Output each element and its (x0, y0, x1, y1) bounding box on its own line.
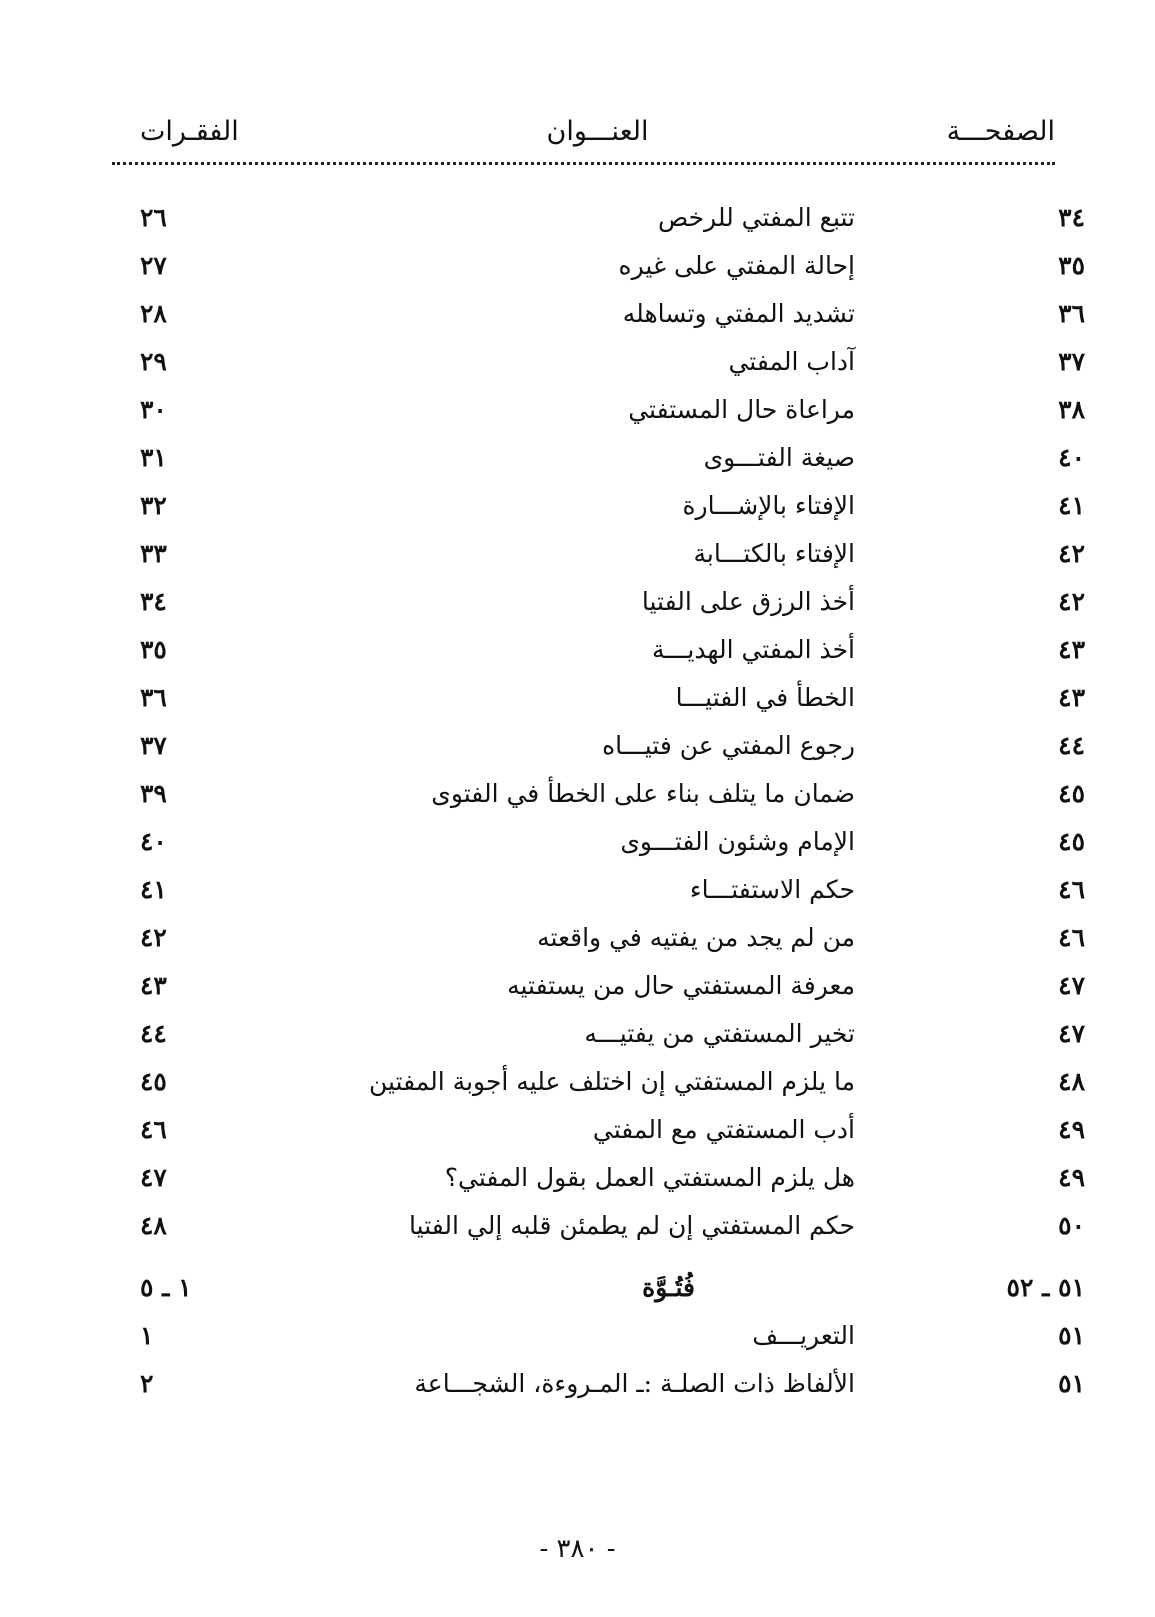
entry-title: هل يلزم المستفتي العمل بقول المفتي؟ (444, 1163, 855, 1192)
index-row (0, 1316, 1155, 1364)
entry-paragraph-number: ٢٨ (140, 299, 167, 328)
entry-paragraph-number: ٢٩ (140, 347, 167, 376)
entry-page-number: ٣٥ (1058, 251, 1085, 280)
entry-title: إحالة المفتي على غيره (618, 251, 855, 280)
entry-paragraph-number: ١ ـ ٥ (140, 1273, 192, 1302)
index-row (0, 582, 1155, 630)
entry-title: الإمام وشئون الفتـــوى (620, 827, 855, 856)
entry-paragraph-number: ٣٩ (140, 779, 167, 808)
entry-page-number: ٣٧ (1058, 347, 1085, 376)
entry-page-number: ٤٥ (1058, 827, 1085, 856)
header-paragraphs-column: الفقـرات (140, 116, 239, 147)
entry-title: حكم الاستفتـــاء (689, 875, 855, 904)
entry-page-number: ٥١ ـ ٥٢ (1006, 1273, 1085, 1302)
entry-paragraph-number: ٤٣ (140, 971, 167, 1000)
entry-title: أخذ المفتي الهديـــة (651, 635, 855, 664)
header-page-column: الصفحـــة (946, 116, 1055, 147)
entry-paragraph-number: ٤٥ (140, 1067, 167, 1096)
entry-paragraph-number: ٣١ (140, 443, 167, 472)
entry-title: تخير المستفتي من يفتيـــه (584, 1019, 855, 1048)
entry-title: آداب المفتي (728, 347, 855, 376)
dotted-divider (112, 162, 1055, 165)
index-row (0, 726, 1155, 774)
header-title-column: العنـــوان (546, 116, 649, 147)
entry-page-number: ٣٨ (1058, 395, 1085, 424)
entry-paragraph-number: ٢٧ (140, 251, 167, 280)
entry-paragraph-number: ٣٦ (140, 683, 167, 712)
entry-paragraph-number: ٤٨ (140, 1211, 167, 1240)
entry-page-number: ٤٧ (1058, 971, 1085, 1000)
entry-paragraph-number: ٣٢ (140, 491, 167, 520)
entry-page-number: ٥١ (1058, 1369, 1085, 1398)
entry-title: من لم يجد من يفتيه في واقعته (537, 923, 855, 952)
index-row (0, 342, 1155, 390)
entry-title: أخذ الرزق على الفتيا (641, 587, 855, 616)
entry-paragraph-number: ٤٢ (140, 923, 167, 952)
entry-title: الإفتاء بالكتـــابة (693, 539, 855, 568)
entry-paragraph-number: ٢٦ (140, 203, 167, 232)
entry-title: الخطأ في الفتيـــا (675, 683, 855, 712)
entry-page-number: ٣٦ (1058, 299, 1085, 328)
entry-title: مراعاة حال المستفتي (628, 395, 855, 424)
entry-page-number: ٤١ (1058, 491, 1085, 520)
index-row (0, 1062, 1155, 1110)
entry-title: أدب المستفتي مع المفتي (592, 1115, 855, 1144)
entry-page-number: ٤٢ (1058, 539, 1085, 568)
entry-paragraph-number: ٣٧ (140, 731, 167, 760)
entry-page-number: ٤٣ (1058, 683, 1085, 712)
entry-title: الإفتاء بالإشـــارة (682, 491, 855, 520)
entry-title: فُتُـوَّة (642, 1273, 695, 1302)
entry-paragraph-number: ٢ (140, 1369, 154, 1398)
index-row (0, 486, 1155, 534)
entry-paragraph-number: ٤١ (140, 875, 167, 904)
entry-title: التعريـــف (752, 1321, 855, 1350)
entry-paragraph-number: ٤٧ (140, 1163, 167, 1192)
entry-title: الألفاظ ذات الصلـة :ـ المـروءة، الشجـــاعة (414, 1369, 855, 1398)
index-row (0, 438, 1155, 486)
entry-page-number: ٣٤ (1058, 203, 1085, 232)
index-row (0, 678, 1155, 726)
entry-paragraph-number: ٣٥ (140, 635, 167, 664)
entry-page-number: ٤٢ (1058, 587, 1085, 616)
index-row (0, 966, 1155, 1014)
entry-title: معرفة المستفتي حال من يستفتيه (507, 971, 855, 1000)
entry-page-number: ٥٠ (1058, 1211, 1085, 1240)
index-row (0, 1014, 1155, 1062)
index-row (0, 1110, 1155, 1158)
entry-page-number: ٤٨ (1058, 1067, 1085, 1096)
entry-title: رجوع المفتي عن فتيـــاه (602, 731, 855, 760)
index-row (0, 246, 1155, 294)
entry-title: حكم المستفتي إن لم يطمئن قلبه إلي الفتيا (409, 1211, 855, 1240)
entry-paragraph-number: ٤٠ (140, 827, 167, 856)
page-number: - ٣٨٠ - (539, 1534, 616, 1564)
entry-page-number: ٤٠ (1058, 443, 1085, 472)
entry-paragraph-number: ٣٣ (140, 539, 167, 568)
entry-paragraph-number: ١ (140, 1321, 154, 1350)
entry-title: صيغة الفتـــوى (703, 443, 855, 472)
index-entries (0, 198, 1155, 1412)
entry-title: تتبع المفتي للرخص (657, 203, 855, 232)
section-heading-row (0, 1268, 1155, 1316)
entry-page-number: ٤٤ (1058, 731, 1085, 760)
index-row (0, 918, 1155, 966)
index-row (0, 198, 1155, 246)
entry-title: ضمان ما يتلف بناء على الخطأ في الفتوى (431, 779, 855, 808)
index-row (0, 870, 1155, 918)
entry-title: ما يلزم المستفتي إن اختلف عليه أجوبة المفتين (368, 1067, 855, 1096)
entry-page-number: ٥١ (1058, 1321, 1085, 1350)
index-row (0, 1206, 1155, 1254)
index-row (0, 1364, 1155, 1412)
entry-page-number: ٤٥ (1058, 779, 1085, 808)
entry-page-number: ٤٦ (1058, 923, 1085, 952)
index-row (0, 630, 1155, 678)
entry-paragraph-number: ٤٦ (140, 1115, 167, 1144)
index-row (0, 1158, 1155, 1206)
entry-paragraph-number: ٤٤ (140, 1019, 167, 1048)
index-row (0, 774, 1155, 822)
entry-page-number: ٤٩ (1058, 1115, 1085, 1144)
index-row (0, 534, 1155, 582)
entry-page-number: ٤٧ (1058, 1019, 1085, 1048)
entry-title: تشديد المفتي وتساهله (622, 299, 855, 328)
index-row (0, 390, 1155, 438)
entry-paragraph-number: ٣٤ (140, 587, 167, 616)
table-header (140, 116, 1055, 160)
entry-page-number: ٤٩ (1058, 1163, 1085, 1192)
entry-page-number: ٤٦ (1058, 875, 1085, 904)
index-row (0, 822, 1155, 870)
entry-paragraph-number: ٣٠ (140, 395, 167, 424)
entry-page-number: ٤٣ (1058, 635, 1085, 664)
index-row (0, 294, 1155, 342)
